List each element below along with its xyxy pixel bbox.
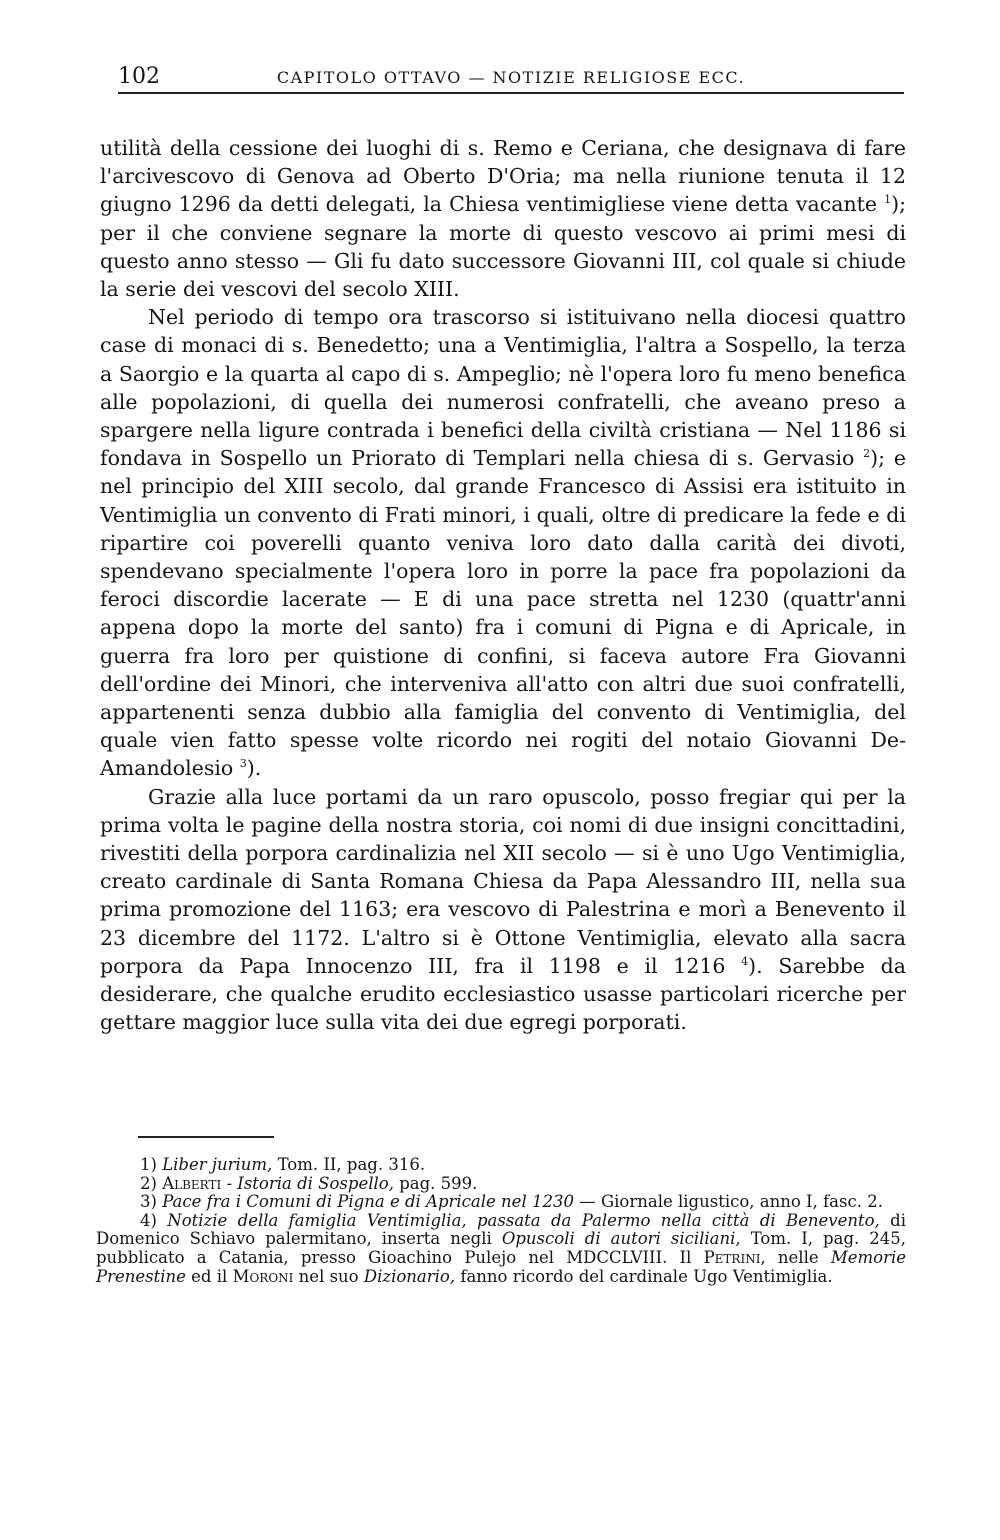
footnotes <box>96 1156 906 1286</box>
footnote-2-sep: - <box>226 1173 233 1193</box>
p3-text-b: secolo — si è uno Ugo Ventimiglia, creato cardinale di Santa Romana Chiesa da Papa Alessandro III, nella sua prima promozione del 1163; era vescovo di Palestrina e morì a Benevento il 23 dicembre del 1172. L'altro si è Ottone Ventimiglia, elevato alla sacra porpora da Papa Innocenzo III, fra il 1198 e il 1216 <box>100 841 906 978</box>
footnote-4-number: 4) <box>140 1210 157 1230</box>
p3-text-a: Grazie alla luce portami da un raro opuscolo, posso fregiar qui per la prima volta le pagine della nostra storia, coi nomi di due insigni concittadini, rivestiti della porpora cardinalizia nel <box>100 784 906 866</box>
footnote-2-number: 2) <box>140 1173 157 1193</box>
footnote-4-text-g: fanno ricordo del cardinale Ugo Ventimiglia. <box>460 1266 833 1286</box>
footnote-2-title: Istoria di Sospello, <box>237 1173 394 1193</box>
footnote-4-moroni: Moroni <box>232 1266 294 1286</box>
footnote-3-title: Pace fra i Comuni di Pigna e di Apricale nel 1230 <box>162 1192 574 1212</box>
footnote-4-petrini: Petrini <box>703 1247 761 1267</box>
footnote-4-text-a: di Domenico Schiavo palermitano, inserta negli <box>96 1210 906 1249</box>
p2-text-c: secolo, dal grande Francesco di Assisi era istituito in Ventimiglia un convento di Frati minori, i quali, oltre di predicare la fede e di ripartire coi poverelli quanto veniva loro dato dalla carità dei divoti, spendevano specialmente l'opera loro in porre la pace fra popolazioni da feroci discordie lacerate — E di una pace stretta nel 1230 (quattr'anni appena dopo la morte del santo) fra i comuni di Pigna e di Apricale, in guerra fra loro per quistione di confini, si faceva autore Fra Giovanni dell'ordine dei Minori, che interveniva all'atto con altri due suoi confratelli, appartenenti senza dubbio alla famiglia del convento di Ventimiglia, del quale vien fatto spesse volte ricordo nei rogiti del notaio Giovanni De-Amandolesio <box>100 474 906 781</box>
paragraph-1 <box>100 134 906 303</box>
footnote-ref-4: 4 <box>741 955 749 969</box>
footnote-ref-3: 3 <box>239 757 247 771</box>
footnote-4-text-f: nel suo <box>298 1266 359 1286</box>
running-head: CAPITOLO OTTAVO — NOTIZIE RELIGIOSE ECC. <box>276 68 746 87</box>
p3-text-c: ). Sarebbe da desiderare, che qualche erudito ecclesiastico usasse particolari ricerche per gettare maggior luce sulla vita dei due egregi porporati. <box>100 953 906 1035</box>
footnote-4-text-e: ed il <box>191 1266 228 1286</box>
p1-text-b: ); per il che conviene segnare la morte di questo vescovo ai primi mesi di questo anno stesso — Gli fu dato successore Giovanni III, col quale si chiude la serie dei vescovi del secolo <box>100 192 906 302</box>
footnote-1-number: 1) <box>140 1155 157 1174</box>
footnote-ref-1: 1 <box>884 193 892 207</box>
footnote-4-title-2: Opuscoli di autori siciliani <box>501 1229 736 1249</box>
p1-text-a: utilità della cessione dei luoghi di s. Remo e Ceriana, che designava di fare l'arcivescovo di Genova ad Oberto D'Oria; ma nella riunione tenuta il 12 giugno 1296 da detti delegati, la Chiesa ventimigliese viene detta vacante <box>100 136 906 217</box>
footnote-4-text-b: , Tom. I, pag. 245, pubblicato a Catania, presso Gioachino Pulejo nel <box>96 1229 907 1267</box>
footnote-divider <box>138 1136 274 1138</box>
footnote-4-title-4: Dizionario, <box>363 1266 456 1286</box>
p2-text-a: Nel periodo di tempo ora trascorso si istituivano nella diocesi quattro case di monaci di s. Benedetto; una a Ventimiglia, l'altra a Sospello, la terza a Saorgio e la quarta al capo di s. Ampeglio; nè l'opera loro fu meno benefica alle popolazioni, di quella dei numerosi confratelli, che aveano preso a spargere nella ligure contrada i benefici della civiltà cristiana — Nel 1186 si fondava in Sospello un Priorato di Templari nella chiesa di s. Gervasio <box>100 305 906 471</box>
footnote-2 <box>96 1175 906 1194</box>
p3-century: XII <box>503 841 535 866</box>
footnote-3-number: 3) <box>140 1192 157 1212</box>
p2-century: XIII <box>284 474 324 499</box>
main-text <box>100 134 906 1037</box>
footnote-2-text: pag. 599. <box>399 1173 478 1193</box>
footnote-4-title-3: Memorie Prenestine <box>96 1247 907 1286</box>
p1-text-c: . <box>453 277 460 302</box>
footnote-3 <box>96 1193 906 1212</box>
footnote-1-title: Liber jurium, <box>162 1155 273 1174</box>
footnote-4-year: MDCCLVIII <box>566 1247 663 1267</box>
paragraph-2 <box>100 303 906 782</box>
page-header <box>118 58 904 94</box>
footnote-4 <box>96 1212 906 1286</box>
footnote-4-title: Notizie della famiglia Ventimiglia, passata da Palermo nella città di Benevento, <box>167 1210 880 1230</box>
footnote-4-text-c: . Il <box>662 1247 692 1267</box>
p2-text-d: ). <box>246 756 262 781</box>
p2-text-b: ); e nel principio del <box>100 446 906 499</box>
p1-century: XIII <box>414 277 454 302</box>
footnote-2-author: Alberti <box>162 1173 222 1193</box>
footnote-3-text: — Giornale ligustico, anno I, fasc. 2. <box>579 1192 883 1212</box>
footnote-4-text-d: , nelle <box>760 1247 819 1267</box>
page-number: 102 <box>118 64 160 89</box>
footnote-ref-2: 2 <box>863 447 871 461</box>
paragraph-3 <box>100 783 906 1037</box>
footnote-1-text: Tom. II, pag. 316. <box>277 1155 426 1174</box>
footnote-1 <box>96 1156 906 1175</box>
